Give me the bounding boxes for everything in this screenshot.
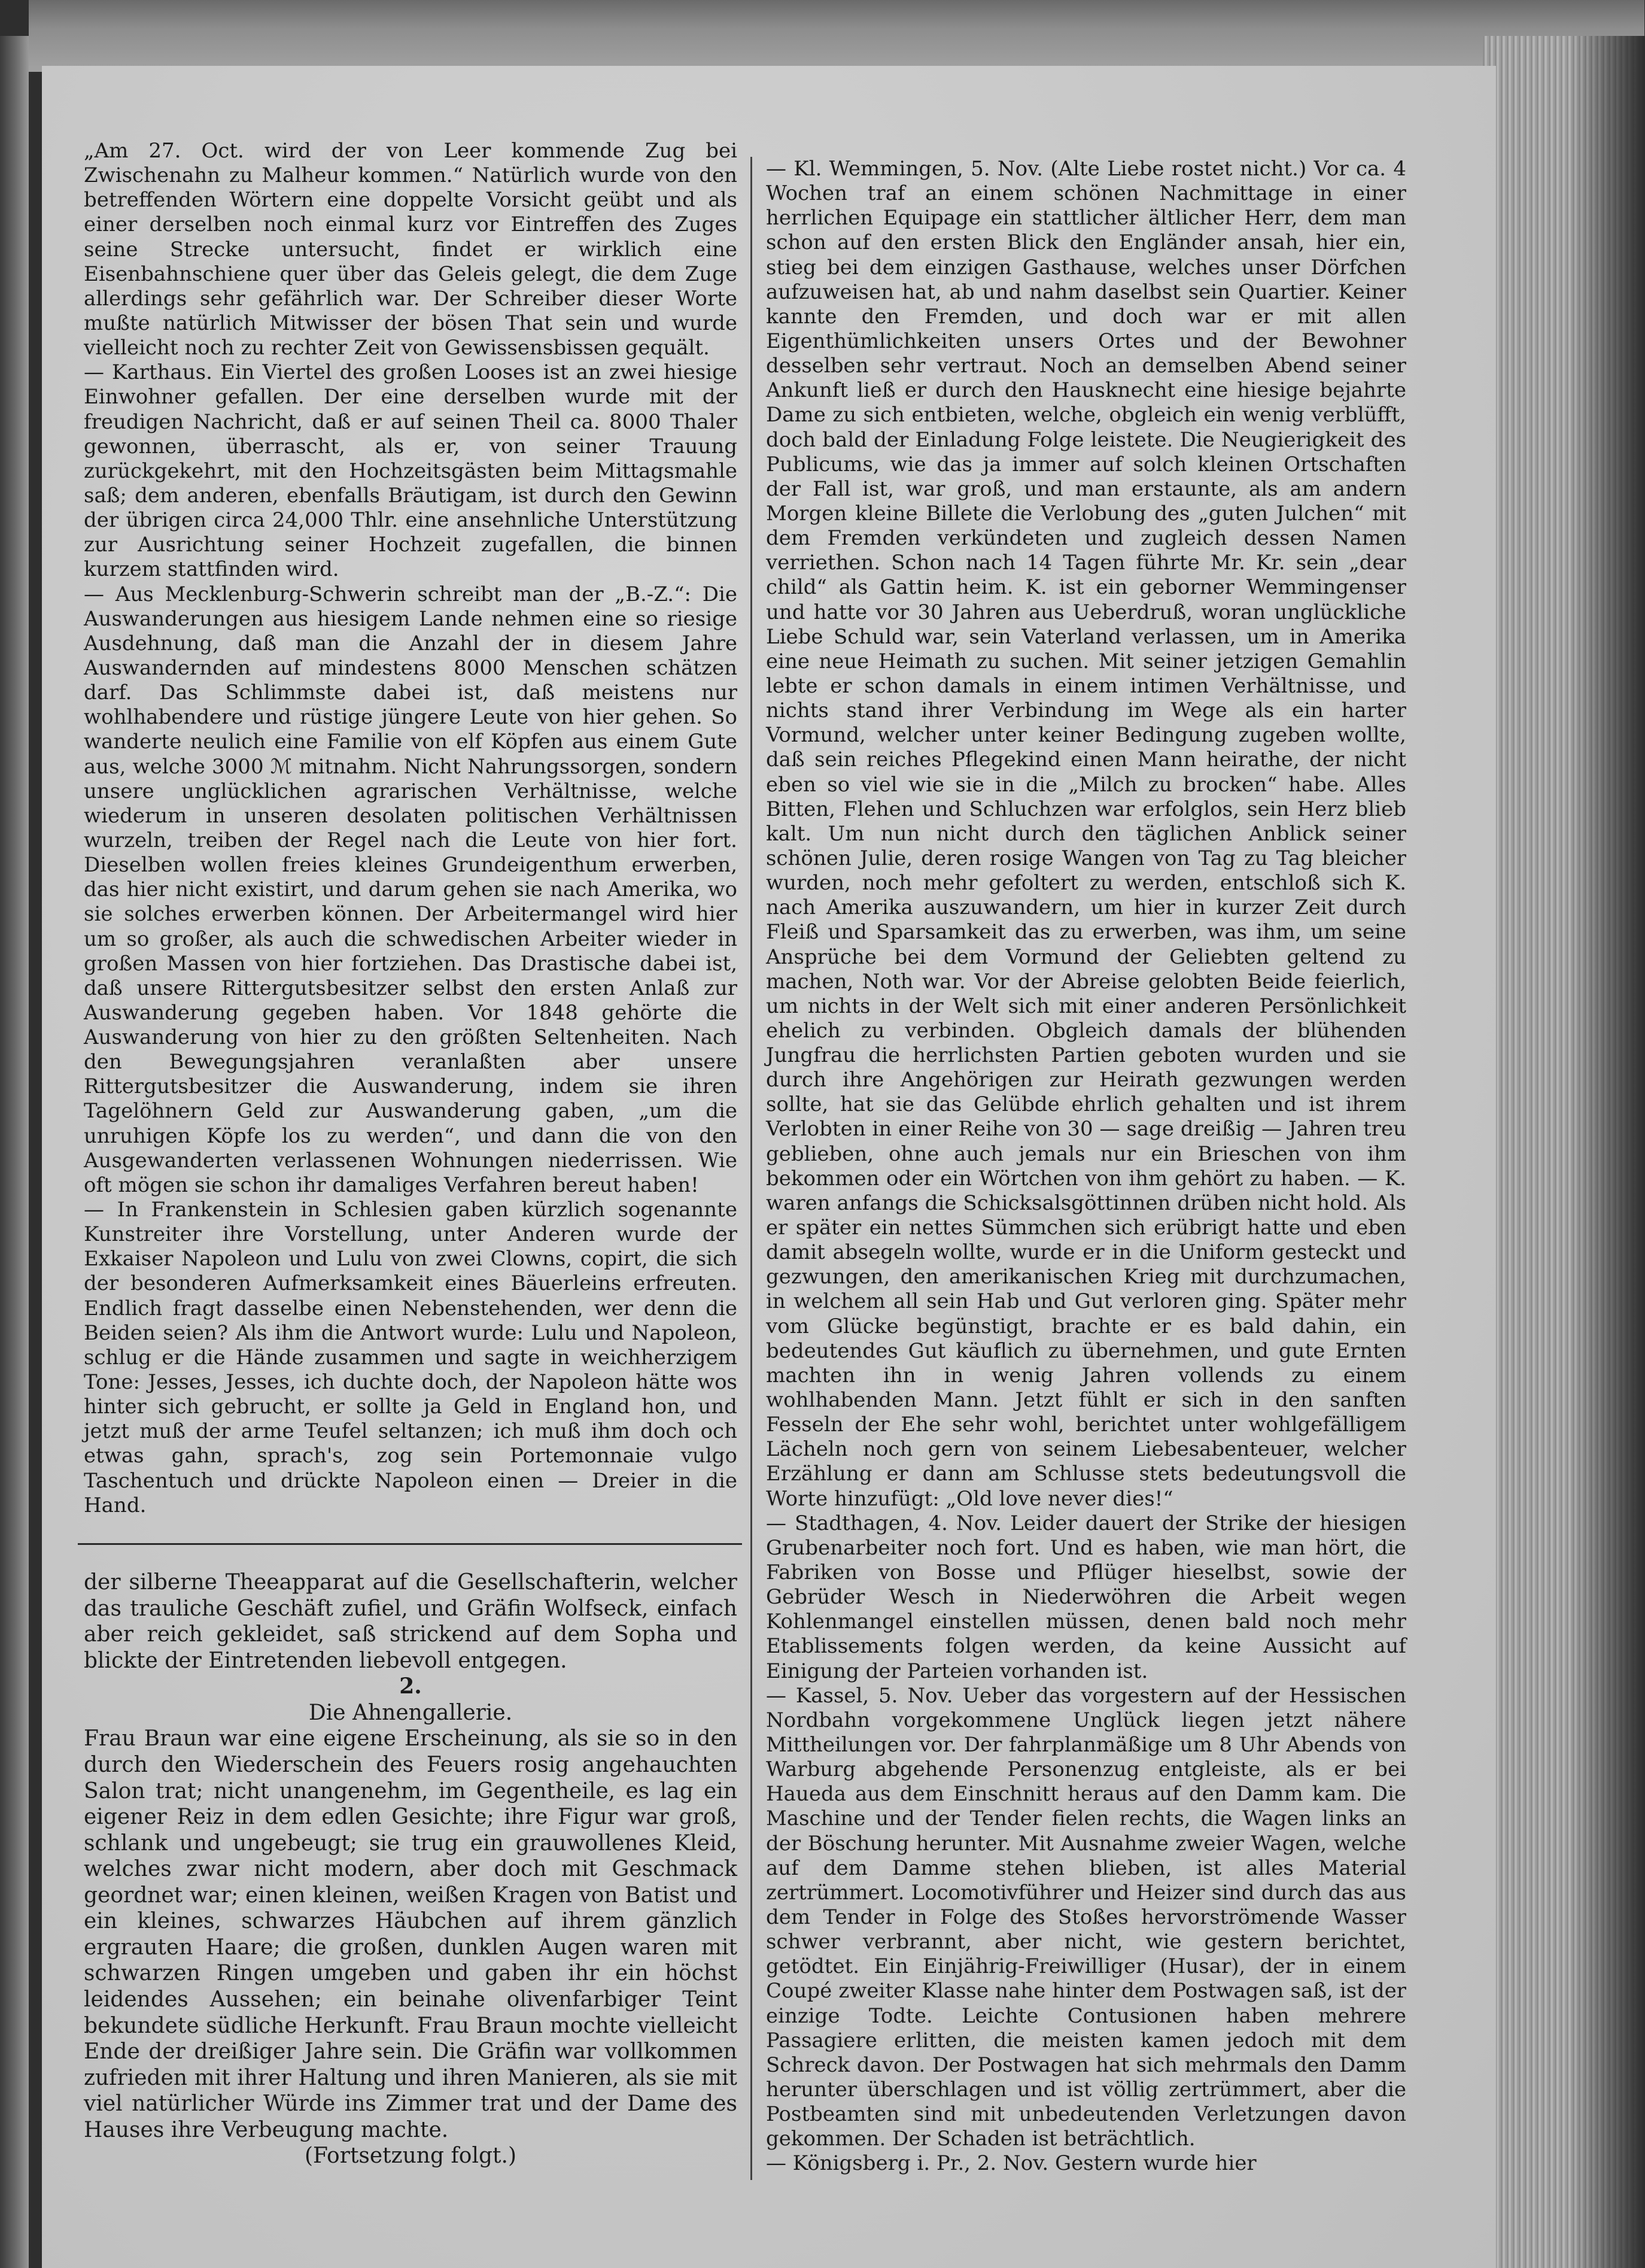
continuation-note: (Fortsetzung folgt.): [305, 2143, 516, 2169]
chapter-number: 2.: [399, 1674, 422, 1699]
article-frankenstein: — In Frankenstein in Schlesien gaben kürzlich sogenannte Kunstreiter ihre Vorstellung, unter Anderen wurde der Exkaiser Napoleon und Lulu von zwei Clowns, copirt, die sich der besonderen Aufmerksamkeit eines Bäuerleins erfreuten. Endlich fragt dasselbe einen Nebenstehenden, wer denn die Beiden seien? Als ihm die Antwort wurde: Lulu und Napoleon, schlug er die Hände zusammen und sagte in weichherzigem Tone: Jesses, Jesses, ich duchte doch, der Napoleon hätte wos hinter sich gebrucht, er sollte ja Geld in England hon, und jetzt muß der arme Teufel seltanzen; ich muß ihm doch och etwas gahn, sprach's, zog sein Portemonnaie vulgo Taschentuch und drückte Napoleon einen — Dreier in die Hand.: [84, 1198, 737, 1517]
article-mecklenburg: — Aus Mecklenburg-Schwerin schreibt man der „B.-Z.“: Die Auswanderungen aus hiesigem Lande nehmen eine so riesige Ausdehnung, daß man die Anzahl der in diesem Jahre Auswandernden auf mindestens 8000 Menschen schätzen darf. Das Schlimmste dabei ist, daß meistens nur wohlhabendere und rüstige jüngere Leute von hier gehen. So wanderte neulich eine Familie von elf Köpfen aus einem Gute aus, welche 3000 ℳ mitnahm. Nicht Nahrungssorgen, sondern unsere unglücklichen agrarischen Verhältnisse, welche wiederum in unseren desolaten politischen Verhältnissen wurzeln, treiben der Regel nach die Leute von hier fort. Dieselben wollen freies kleines Grundeigenthum erwerben, das hier nicht existirt, und darum gehen sie nach Amerika, wo sie solches erwerben können. Der Arbeitermangel wird hier um so großer, als auch die schwedischen Arbeiter wieder in großen Massen von hier fortziehen. Das Drastische dabei ist, daß unsere Rittergutsbesitzer selbst den ersten Anlaß zur Auswanderung gegeben haben. Vor 1848 gehörte die Auswanderung von hier zu den größten Seltenheiten. Nach den Bewegungsjahren veranlaßten aber unsere Rittergutsbesitzer die Auswanderung, indem sie ihren Tagelöhnern Geld zur Auswanderung gaben, „um die unruhigen Köpfe los zu werden“, und dann die von den Ausgewanderten verlassenen Wohnungen niederrissen. Wie oft mögen sie schon ihr damaliges Verfahren bereut haben!: [84, 582, 737, 1197]
right-column-news: [766, 157, 1406, 2176]
feuilleton-rule: [78, 1543, 742, 1545]
article-koenigsberg: — Königsberg i. Pr., 2. Nov. Gestern wurde hier: [766, 2151, 1257, 2176]
article-wemmingen: — Kl. Wemmingen, 5. Nov. (Alte Liebe rostet nicht.) Vor ca. 4 Wochen traf an einem schönen Nachmittage in einer herrlichen Equipage ein stattlicher ältlicher Herr, dem man schon auf den ersten Blick den Engländer ansah, hier ein, stieg bei dem einzigen Gasthause, welches unser Dörfchen aufzuweisen hat, ab und nahm daselbst sein Quartier. Keiner kannte den Fremden, und doch war er mit allen Eigenthümlichkeiten unsers Ortes und der Bewohner desselben sehr vertraut. Noch an demselben Abend seiner Ankunft ließ er durch den Hausknecht eine hiesige bejahrte Dame zu sich entbieten, welche, obgleich ein wenig verblüfft, doch bald der Einladung Folge leistete. Die Neugierigkeit des Publicums, wie das ja immer auf solch kleinen Ortschaften der Fall ist, war groß, und man erstaunte, als am andern Morgen kleine Billete die Verlobung des „guten Julchen“ mit dem Fremden verkündeten und zugleich dessen Namen verriethen. Schon nach 14 Tagen führte Mr. Kr. sein „dear child“ als Gattin heim. K. ist ein geborner Wemmingenser und hatte vor 30 Jahren aus Ueberdruß, woran unglückliche Liebe Schuld war, sein Vaterland verlassen, um in Amerika eine neue Heimath zu suchen. Mit seiner jetzigen Gemahlin lebte er schon damals in einem intimen Verhältnisse, und nichts stand ihrer Verbindung im Wege als ein harter Vormund, welcher unter keiner Bedingung zugeben wollte, daß sein reiches Pflegekind einen Mann heirathe, der nicht eben so viel wie sie in die „Milch zu brocken“ habe. Alles Bitten, Flehen und Schluchzen war erfolglos, sein Herz blieb kalt. Um nun nicht durch den täglichen Anblick seiner schönen Julie, deren rosige Wangen von Tag zu Tag bleicher wurden, noch mehr gefoltert zu werden, entschloß sich K. nach Amerika auszuwandern, um hier in kurzer Zeit durch Fleiß und Sparsamkeit das zu erwerben, was ihm, um seine Ansprüche bei dem Vormund der Geliebten geltend zu machen, Noth war. Vor der Abreise gelobten Beide feierlich, um nichts in der Welt sich mit einer anderen Persönlichkeit ehelich zu verbinden. Obgleich damals der blühenden Jungfrau die herrlichsten Partien geboten wurden und sie durch ihre Angehörigen zur Heirath gezwungen werden sollte, hat sie das Gelübde ehrlich gehalten und ist ihrem Verlobten in einer Reihe von 30 — sage dreißig — Jahren treu geblieben, ohne auch jemals nur ein Brieschen von ihm bekommen oder ein Wörtchen von ihm gehört zu haben. — K. waren anfangs die Schicksalsgöttinnen drüben nicht hold. Als er später ein nettes Sümmchen sich erübrigt hatte und eben damit absegeln wollte, wurde er in die Uniform gesteckt und gezwungen, den amerikanischen Krieg mit durchzumachen, in welchem all sein Hab und Gut verloren ging. Später mehr vom Glücke begünstigt, brachte er es bald dahin, ein bedeutendes Gut käuflich zu übernehmen, und gute Ernten machten ihn in wenig Jahren vollends zu einem wohlhabenden Mann. Jetzt fühlt er sich in den sanften Fesseln der Ehe sehr wohl, berichtet unter wohlgefälligem Lächeln noch gern von seinem Liebesabenteuer, welcher Erzählung er dann am Schlusse stets bedeutungsvoll die Worte hinzufügt: „Old love never dies!“: [766, 157, 1406, 1511]
article-zwischenahn: „Am 27. Oct. wird der von Leer kommende Zug bei Zwischenahn zu Malheur kommen.“ Natürlich wurde von den betreffenden Wörtern eine doppelte Vorsicht geübt und als einer derselben noch einmal kurz vor Eintreffen des Zuges seine Strecke untersucht, findet er wirklich eine Eisenbahnschiene quer über das Geleis gelegt, die dem Zuge allerdings sehr gefährlich war. Der Schreiber dieser Worte mußte natürlich Mitwisser der bösen That sein und wurde vielleicht noch zu rechter Zeit von Gewissensbissen gequält.: [84, 139, 737, 360]
top-binding-edge: [29, 0, 1644, 72]
left-column-news: [84, 139, 737, 1518]
article-stadthagen: — Stadthagen, 4. Nov. Leider dauert der Strike der hiesigen Grubenarbeiter noch fort. Und es haben, wie man hört, die Fabriken von Bosse und Pflüger hieselbst, sowie der Gebrüder Wesch in Niederwöhren die Arbeit wegen Kohlenmangel einstellen müssen, denen bald noch mehr Etablissements folgen werden, da keine Aussicht auf Einigung der Parteien vorhanden ist.: [766, 1511, 1406, 1683]
feuilleton-column: [84, 1569, 737, 2169]
article-karthaus: — Karthaus. Ein Viertel des großen Looses ist an zwei hiesige Einwohner gefallen. Der eine derselben wurde mit der freudigen Nachricht, daß er auf seinen Theil ca. 8000 Thaler gewonnen, überrascht, als er, von seiner Trauung zurückgekehrt, mit den Hochzeitsgästen beim Mittagsmahle saß; dem anderen, ebenfalls Bräutigam, ist durch den Gewinn der übrigen circa 24,000 Thlr. eine ansehnliche Unterstützung zur Ausrichtung seiner Hochzeit zugefallen, die binnen kurzem stattfinden wird.: [84, 360, 737, 582]
feuilleton-body: Frau Braun war eine eigene Erscheinung, als sie so in den durch den Wiederschein des Feuers rosig angehauchten Salon trat; nicht unangenehm, im Gegentheile, es lag ein eigener Reiz in dem edlen Gesichte; ihre Figur war groß, schlank und ungebeugt; sie trug ein grauwollenes Kleid, welches zwar nicht modern, aber doch mit Geschmack geordnet war; einen kleinen, weißen Kragen von Batist und ein kleines, schwarzes Häubchen auf ihrem gänzlich ergrauten Haare; die großen, dunklen Augen waren mit schwarzen Ringen umgeben und gaben ihr ein höchst leidendes Aussehen; ein beinahe olivenfarbiger Teint bekundete südliche Herkunft. Frau Braun mochte vielleicht Ende der dreißiger Jahre sein. Die Gräfin war vollkommen zufrieden mit ihrer Haltung und ihren Manieren, als sie mit viel natürlicher Würde ins Zimmer trat und der Dame des Hauses ihre Verbeugung machte.: [84, 1726, 737, 2142]
page-stack-shadow: [1569, 36, 1645, 2268]
chapter-title: Die Ahnengallerie.: [308, 1700, 513, 1725]
feuilleton-intro: der silberne Theeapparat auf die Gesellschafterin, welcher das trauliche Geschäft zufiel, und Gräfin Wolfseck, einfach aber reich gekleidet, saß strickend auf dem Sopha und blickte der Eintretenden liebevoll entgegen.: [84, 1570, 737, 1673]
article-kassel: — Kassel, 5. Nov. Ueber das vorgestern auf der Hessischen Nordbahn vorgekommene Unglück liegen jetzt nähere Mittheilungen vor. Der fahrplanmäßige um 8 Uhr Abends von Warburg abgehende Personenzug entgleiste, als er bei Haueda aus dem Einschnitt heraus auf den Damm kam. Die Maschine und der Tender fielen rechts, die Wagen links an der Böschung herunter. Mit Ausnahme zweier Wagen, welche auf dem Damme stehen blieben, ist alles Material zertrümmert. Locomotivführer und Heizer sind durch das aus dem Tender in Folge des Stoßes hervorströmende Wasser schwer verbrannt, aber nicht, wie gestern berichtet, getödtet. Ein Einjährig-Freiwilliger (Husar), der in einem Coupé zweiter Klasse nahe hinter dem Postwagen saß, ist der einzige Todte. Leichte Contusionen haben mehrere Passagiere erlitten, die meisten kamen jedoch mit dem Schreck davon. Der Postwagen hat sich mehrmals den Damm herunter überschlagen und ist völlig zertrümmert, aber die Postbeamten sind mit unbedeutenden Verletzungen davon gekommen. Der Schaden ist beträchtlich.: [766, 1683, 1406, 2151]
left-page-edge: [0, 36, 29, 2268]
column-rule: [750, 157, 752, 2180]
